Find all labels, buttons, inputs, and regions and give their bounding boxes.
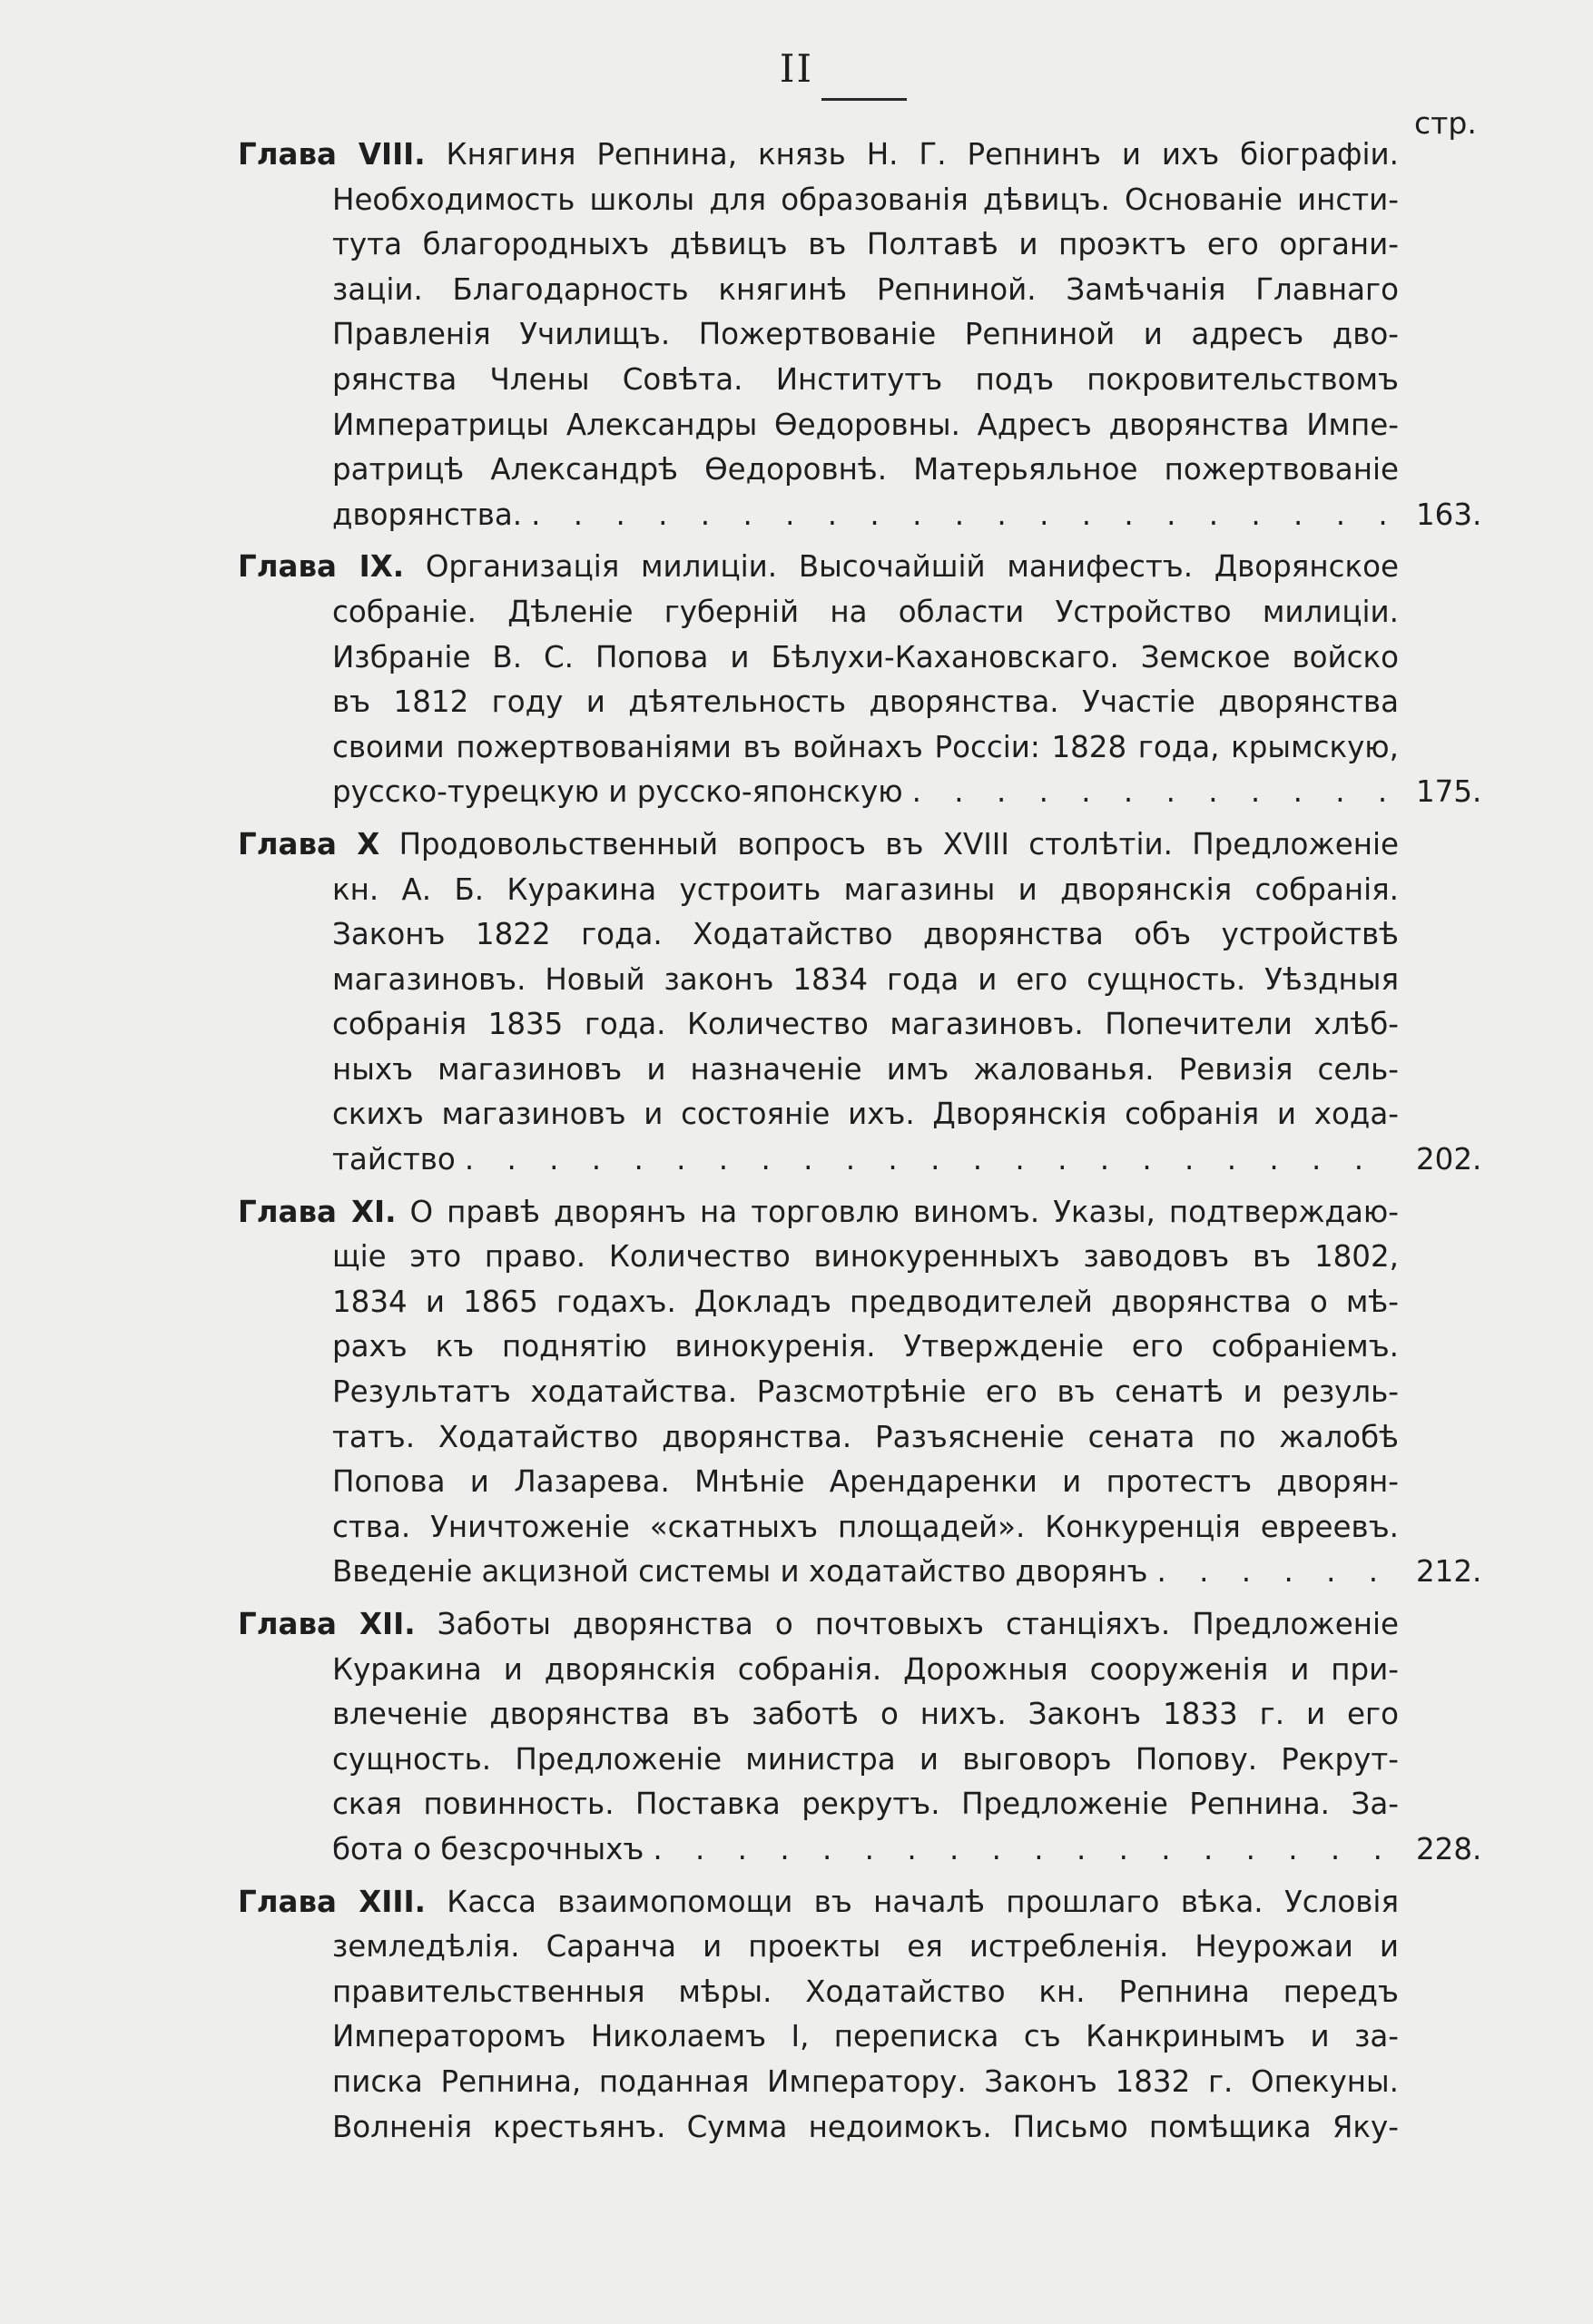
chapter-text-line: Организація милиціи. Высочайшій манифестъ. Дворянское [425,549,1399,585]
chapter-text-line: Касса взаимопомощи въ началѣ прошлаго вѣка. Условія [447,1884,1399,1919]
chapter-text-line: Продовольственный вопросъ въ XVIII столѣтіи. Предложеніе [398,826,1399,862]
toc-line [0,1280,1593,1325]
page-reference: 163. [1416,497,1482,532]
toc-line [0,2105,1593,2151]
toc-line [0,868,1593,913]
toc-entry [0,1602,1593,1873]
chapter-text-line: бота о безсрочныхъ [332,1831,644,1866]
chapter-text-line: ская повинность. Поставка рекрутъ. Предложеніе Репнина. За- [332,1787,1399,1822]
chapter-label: Глава VIII. [238,137,426,172]
toc-line [0,222,1593,268]
toc-line [0,1048,1593,1093]
toc-line [0,1190,1593,1236]
chapter-text-line: Княгиня Репнина, князь Н. Г. Репнинъ и ихъ біографіи. [446,137,1399,172]
chapter-text-line: влеченіе дворянства въ заботѣ о нихъ. Законъ 1833 г. и его [332,1697,1399,1732]
page-column-label: стр. [1414,105,1477,141]
toc-line [0,1415,1593,1461]
toc-line [0,1970,1593,2015]
toc-line [0,1137,1593,1183]
toc-entry [0,133,1593,537]
toc-line [0,2014,1593,2060]
table-of-contents [0,133,1593,2157]
toc-line [0,1602,1593,1648]
toc-line [0,545,1593,590]
toc-line [0,1782,1593,1827]
toc-line [0,912,1593,958]
chapter-text-line: тута благородныхъ дѣвицъ въ Полтавѣ и проэктъ его органи- [332,227,1399,262]
chapter-text-line: Избраніе В. С. Попова и Бѣлухи-Кахановскаго. Земское войско [332,639,1399,675]
chapter-label: Глава IX. [238,549,405,585]
toc-line [0,680,1593,725]
toc-line [0,590,1593,635]
toc-line [0,448,1593,493]
toc-line [0,1370,1593,1415]
chapter-text-line: русско-турецкую и русско-японскую [332,774,903,810]
chapter-text-line: Попова и Лазарева. Мнѣніе Арендаренки и протестъ дворян- [332,1464,1399,1500]
page-reference: 175. [1416,774,1482,810]
toc-entry [0,1880,1593,2151]
chapter-text-line: писка Репнина, поданная Императору. Законъ 1832 г. Опекуны. [332,2063,1399,2099]
chapter-label: Глава XII. [238,1607,416,1641]
chapter-text-line: Введеніе акцизной системы и ходатайство дворянъ [332,1554,1148,1590]
toc-line [0,822,1593,868]
chapter-text-line: ныхъ магазиновъ и назначеніе имъ жалованья. Ревизія сель- [332,1051,1399,1087]
chapter-text-line: кн. А. Б. Куракина устроить магазины и дворянскія собранія. [332,872,1399,907]
page-reference: 202. [1416,1142,1482,1177]
toc-line [0,1738,1593,1783]
toc-line [0,1460,1593,1505]
toc-entry [0,1190,1593,1595]
chapter-text-line: рянства Члены Совѣта. Институтъ подъ покровительствомъ [332,361,1399,397]
toc-line [0,1692,1593,1738]
chapter-text-line: дворянства. [332,497,523,532]
chapter-text-line: правительственныя мѣры. Ходатайство кн. Репнина передъ [332,1974,1399,2009]
toc-line [0,1324,1593,1370]
toc-line [0,312,1593,358]
toc-line [0,1505,1593,1551]
chapter-text-line: собраніе. Дѣленіе губерній на области Устройство милиціи. [332,594,1399,629]
chapter-text-line: магазиновъ. Новый законъ 1834 года и его сущность. Уѣздныя [332,961,1399,997]
chapter-text-line: ства. Уничтоженіе «скатныхъ площадей». Конкуренція евреевъ. [332,1509,1399,1544]
toc-line [0,725,1593,771]
header-rule [821,98,907,101]
chapter-text-line: ратрицѣ Александрѣ Ѳедоровнѣ. Матерьяльное пожертвованіе [332,452,1399,487]
dot-leader [531,493,1399,538]
dot-leader [465,1137,1399,1183]
toc-line [0,958,1593,1003]
toc-line [0,1002,1593,1048]
chapter-text-line: скихъ магазиновъ и состояніе ихъ. Дворянскія собранія и хода- [332,1097,1399,1132]
toc-line [0,493,1593,538]
chapter-text-line: Императоромъ Николаемъ I, переписка съ Канкринымъ и за- [332,2019,1399,2054]
chapter-text-line: сущность. Предложеніе министра и выговоръ Попову. Рекрут- [332,1741,1399,1777]
toc-line [0,1092,1593,1137]
chapter-text-line: земледѣлія. Саранча и проекты ея истребленія. Неурожаи и [332,1929,1399,1965]
chapter-label: Глава X [238,826,380,862]
chapter-label: Глава XIII. [238,1884,426,1919]
chapter-text-line: въ 1812 году и дѣятельность дворянства. Участіе дворянства [332,684,1399,720]
dot-leader [1156,1550,1399,1595]
toc-entry [0,545,1593,815]
page-reference: 228. [1416,1831,1482,1866]
page-number: II [779,46,814,91]
toc-line [0,1550,1593,1595]
chapter-text-line: Куракина и дворянскія собранія. Дорожныя сооруженія и при- [332,1651,1399,1687]
chapter-text-line: своими пожертвованіями въ войнахъ Россіи: 1828 года, крымскую, [332,729,1399,764]
toc-line [0,1235,1593,1280]
chapter-label: Глава XI. [238,1194,397,1229]
chapter-text-line: рахъ къ поднятію винокуренія. Утвержденіе его собраніемъ. [332,1329,1399,1364]
toc-line [0,635,1593,681]
chapter-text-line: Заботы дворянства о почтовыхъ станціяхъ. Предложеніе [437,1607,1399,1641]
dot-leader [912,770,1399,815]
toc-line [0,1880,1593,1925]
chapter-text-line: Волненія крестьянъ. Сумма недоимокъ. Письмо помѣщика Яку- [332,2109,1399,2144]
toc-line [0,2060,1593,2105]
toc-line [0,178,1593,223]
chapter-text-line: Необходимость школы для образованія дѣвицъ. Основаніе инсти- [332,182,1399,217]
chapter-text-line: заціи. Благодарность княгинѣ Репниной. Замѣчанія Главнаго [332,271,1399,307]
chapter-text-line: Законъ 1822 года. Ходатайство дворянства объ устройствѣ [332,917,1399,952]
toc-line [0,1827,1593,1873]
chapter-text-line: О правѣ дворянъ на торговлю виномъ. Указы, подтверждаю- [409,1194,1399,1229]
chapter-text-line: татъ. Ходатайство дворянства. Разъясненіе сената по жалобѣ [332,1419,1399,1454]
chapter-text-line: Правленія Училищъ. Пожертвованіе Репниной и адресъ дво- [332,317,1399,352]
toc-line [0,1925,1593,1970]
chapter-text-line: собранія 1835 года. Количество магазиновъ. Попечители хлѣб- [332,1007,1399,1042]
chapter-text-line: Результатъ ходатайства. Разсмотрѣніе его въ сенатѣ и резуль- [332,1374,1399,1410]
chapter-text-line: Императрицы Александры Ѳедоровны. Адресъ дворянства Импе- [332,407,1399,442]
toc-line [0,358,1593,403]
toc-line [0,133,1593,178]
toc-entry [0,822,1593,1183]
chapter-text-line: щіе это право. Количество винокуренныхъ заводовъ въ 1802, [332,1239,1399,1275]
chapter-text-line: 1834 и 1865 годахъ. Докладъ предводителей дворянства о мѣ- [332,1284,1399,1319]
dot-leader [653,1827,1399,1873]
toc-line [0,770,1593,815]
toc-line [0,1648,1593,1693]
toc-line [0,403,1593,448]
chapter-text-line: тайство [332,1142,456,1177]
toc-line [0,268,1593,313]
page-reference: 212. [1416,1554,1482,1590]
